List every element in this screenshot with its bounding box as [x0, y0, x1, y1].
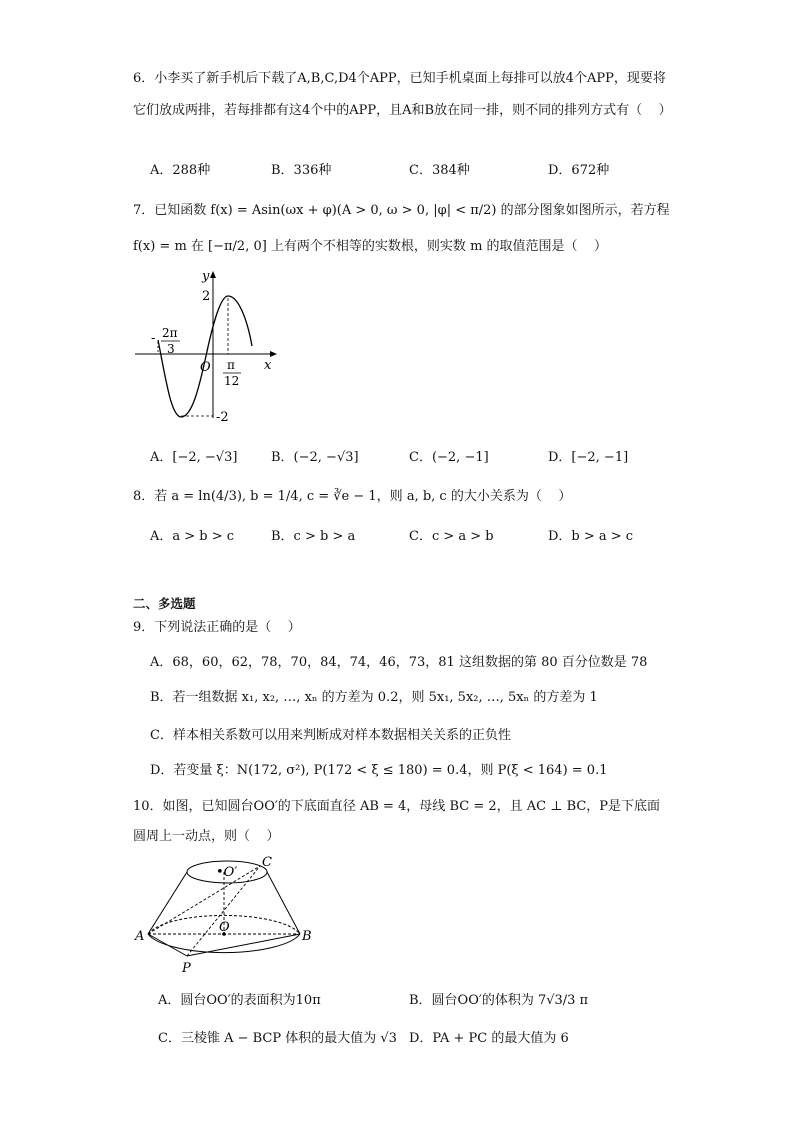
x-axis-label: x	[264, 358, 272, 373]
q10-option-a: A．圆台OO′的表面积为10π	[158, 993, 321, 1008]
q10-option-b: B．圆台OO′的体积为 7√3/3 π	[409, 993, 589, 1008]
q7-option-d: D．[−2, −1]	[548, 450, 629, 465]
sine-curve	[158, 296, 252, 417]
section-title: 二、多选题	[133, 596, 196, 611]
q6-option-c: C．384种	[409, 163, 470, 178]
q8-option-d: D．b > a > c	[548, 529, 634, 544]
question-10-stem: 10．如图，已知圆台OO′的下底面直径 AB = 4，母线 BC = 2，且 AC ⊥ BC，P是下底面圆周上一动点，则（ ）	[133, 799, 661, 844]
question-9-stem: 9．下列说法正确的是（ ）	[133, 620, 301, 635]
q9-option-b: B．若一组数据 x₁, x₂, …, xₙ 的方差为 0.2，则 5x₁, 5x₂, …, 5xₙ 的方差为 1	[150, 690, 598, 705]
x-tick-right-numerator: π	[227, 358, 235, 372]
label-O: O	[219, 920, 230, 935]
x-tick-left-denominator: 3	[167, 342, 175, 356]
q9-option-a: A．68，60，62，78，70，84，74，46，73，81 这组数据的第 80 百分位数是 78	[150, 655, 648, 670]
right-generatrix	[267, 872, 300, 934]
label-O-prime: •O′	[216, 865, 238, 880]
q6-option-d: D．672种	[548, 163, 610, 178]
q7-option-c: C．(−2, −1]	[409, 450, 489, 465]
q10-option-c: C．三棱锥 A − BCP 体积的最大值为 √3	[158, 1031, 397, 1046]
frustum-figure	[130, 852, 320, 982]
q9-option-c: C．样本相关系数可以用来判断成对样本数据相关关系的正负性	[150, 728, 511, 743]
left-generatrix	[148, 872, 187, 934]
q8-option-c: C．c > a > b	[409, 529, 494, 544]
q7-option-a: A．[−2, −√3]	[150, 450, 238, 465]
q6-option-b: B．336种	[271, 163, 332, 178]
segment-PA	[148, 934, 187, 956]
question-6-stem: 6．小李买了新手机后下载了A,B,C,D4个APP，已知手机桌面上每排可以放4个APP，现要将它们放成两排，若每排都有这4个中的APP，且A和B放在同一排，则不同的排列方式有（ ）	[133, 71, 672, 118]
label-P: P	[182, 961, 191, 976]
question-8-stem: 8．若 a = ln(4/3), b = 1/4, c = ∛e − 1，则 a, b, c 的大小关系为（ ）	[133, 489, 572, 504]
x-axis-arrow-icon	[270, 351, 277, 357]
q7-option-b: B．(−2, −√3]	[271, 450, 359, 465]
q8-option-b: B．c > b > a	[271, 529, 356, 544]
label-B: B	[302, 929, 312, 944]
question-7-stem: 7．已知函数 f(x) = Asin(ωx + φ)(A > 0, ω > 0, |φ| < π/2) 的部分图象如图所示，若方程 f(x) = m 在 [−π/2, 0] 上有两个不相等的实数根，则实数 m 的取值范围是（ ）	[133, 203, 674, 254]
origin-label: O	[200, 360, 211, 375]
q6-option-a: A．288种	[150, 163, 211, 178]
q9-option-d: D．若变量 ξ：N(172, σ²), P(172 < ξ ≤ 180) = 0.4，则 P(ξ < 164) = 0.1	[150, 763, 608, 778]
label-C: C	[262, 855, 272, 870]
label-A: A	[135, 929, 145, 944]
y-min-label: -2	[216, 410, 229, 425]
y-max-label: 2	[202, 289, 211, 304]
segment-AC	[148, 866, 260, 934]
segment-PB	[187, 934, 300, 956]
x-tick-left-sign: -	[151, 331, 156, 346]
y-axis-arrow-icon	[210, 271, 216, 278]
q8-option-a: A．a > b > c	[150, 529, 235, 544]
y-axis-label: y	[202, 269, 210, 284]
x-tick-right-denominator: 12	[224, 374, 240, 388]
bottom-base-front	[148, 934, 300, 953]
q10-option-d: D．PA + PC 的最大值为 6	[409, 1031, 569, 1046]
x-tick-left-numerator: 2π	[162, 326, 178, 340]
sine-graph	[130, 268, 290, 428]
